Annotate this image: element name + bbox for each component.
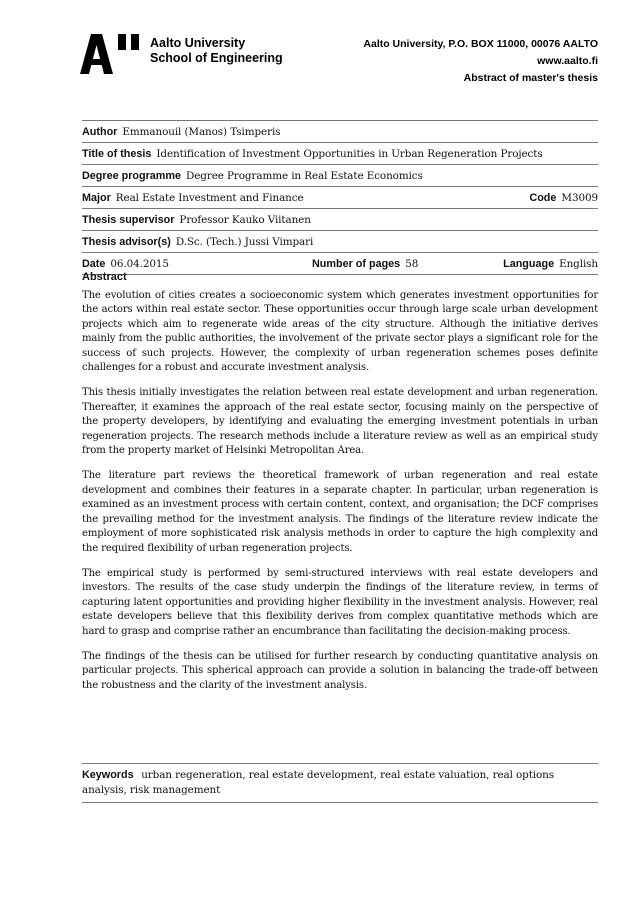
pages-value: 58 [405, 257, 419, 270]
abstract-paragraph: The empirical study is performed by semi-structured interviews with real estate developers and investors. The results of the case study underpin the findings of the literature review, in terms of capturing latent opportunities and providing higher flexibility in the investment analysis. However, real estate developers believe that this flexibility derives from complex quantitative methods which are hard to grasp and comprise rather an encumbrance than facilitating the decision-making process. [82, 567, 598, 637]
abstract-heading: Abstract [82, 271, 127, 283]
advisor-label: Thesis advisor(s) [82, 235, 171, 248]
supervisor-label: Thesis supervisor [82, 213, 175, 226]
author-label: Author [82, 125, 118, 138]
code-value: M3009 [561, 191, 598, 204]
thesis-info-table [82, 120, 598, 275]
university-line-1: Aalto University [150, 36, 246, 50]
supervisor-row [82, 209, 598, 231]
programme-value: Degree Programme in Real Estate Economics [186, 169, 423, 182]
abstract-paragraph: The evolution of cities creates a socioeconomic system which generates investment opportunities for the actors within real estate sector. These opportunities occur through large scale urban development projects which aim to regenerate wide areas of the city structure. Although the initiative derives mainly from the public authorities, the involvement of the private sector plays a significant role for the success of such projects. However, the complexity of urban regeneration schemes poses definite challenges for a robust and accurate investment analysis. [82, 290, 598, 374]
date-label: Date [82, 257, 106, 270]
university-line-2: School of Engineering [150, 51, 283, 65]
header-address-block [363, 36, 598, 87]
advisor-value: D.Sc. (Tech.) Jussi Vimpari [175, 235, 314, 248]
supervisor-value: Professor Kauko Viitanen [179, 213, 311, 226]
date-row [82, 253, 598, 275]
advisor-row [82, 231, 598, 253]
abstract-paragraph: This thesis initially investigates the relation between real estate development and urban regeneration. Thereafter, it examines the approach of the real estate sector, focusing mainly on the perspective of the property developers, by identifying and evaluating the emerging investment potentials in urban regeneration projects. The research methods include a literature review as well as an empirical study from the property market of Helsinki Metropolitan Area. [82, 387, 598, 457]
document-type: Abstract of master's thesis [463, 72, 598, 84]
abstract-paragraph: The findings of the thesis can be utilised for further research by conducting quantitative analysis on particular projects. This spherical approach can provide a solution in balancing the trade-off between the robustness and the clarity of the investment analysis. [82, 650, 598, 691]
aalto-logo [80, 34, 142, 74]
language-value: English [559, 257, 598, 270]
major-value: Real Estate Investment and Finance [115, 191, 304, 204]
title-value: Identification of Investment Opportunities in Urban Regeneration Projects [156, 147, 543, 160]
title-row [82, 143, 598, 165]
pages-label: Number of pages [312, 257, 401, 270]
major-label: Major [82, 191, 111, 204]
keywords-block [82, 763, 598, 803]
university-name [150, 36, 283, 66]
abstract-body [82, 289, 598, 704]
abstract-paragraph: The literature part reviews the theoretical framework of urban regeneration and real estate development and combines their features in a separate chapter. In particular, urban regeneration is examined as an investment process with certain content, context, and organisation; the DCF comprises the prevailing method for the investment analysis. The findings of the literature review indicate the employment of more sophisticated risk analysis methods in order to capture the high complexity and the required flexibility of urban regeneration projects. [82, 470, 598, 554]
programme-label: Degree programme [82, 169, 182, 182]
postal-address: Aalto University, P.O. BOX 11000, 00076 AALTO [363, 38, 598, 50]
author-value: Emmanouil (Manos) Tsimperis [122, 125, 281, 138]
date-value: 06.04.2015 [110, 257, 169, 270]
major-row [82, 187, 598, 209]
programme-row [82, 165, 598, 187]
keywords-label: Keywords [82, 769, 134, 781]
language-label: Language [503, 257, 555, 270]
author-row [82, 121, 598, 143]
code-label: Code [529, 191, 557, 204]
keywords-value: urban regeneration, real estate development, real estate valuation, real options analysis, risk management [82, 769, 554, 796]
website: www.aalto.fi [537, 55, 598, 67]
title-label: Title of thesis [82, 147, 152, 160]
